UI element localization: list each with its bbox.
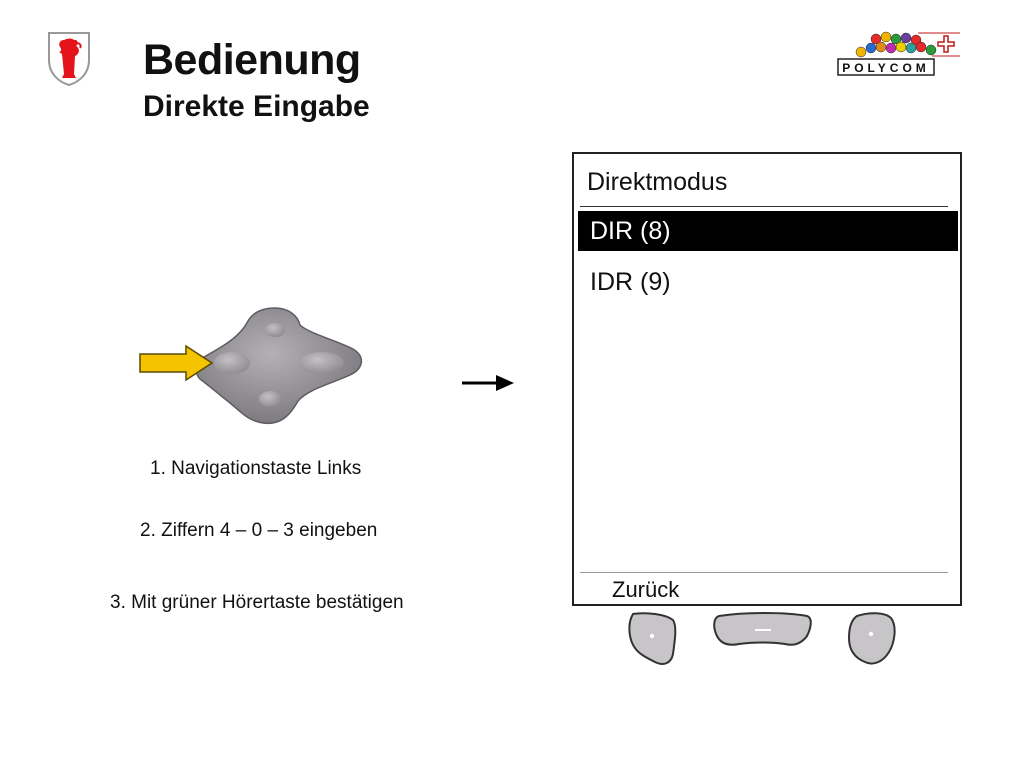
slide-title: Bedienung (143, 36, 361, 84)
middle-softkey-button[interactable] (714, 613, 811, 645)
phone-softkeys (625, 610, 900, 670)
left-softkey-button[interactable] (629, 613, 675, 664)
right-softkey-button[interactable] (849, 613, 895, 663)
slide-subtitle: Direkte Eingabe (143, 90, 370, 123)
menu-item-idr[interactable]: IDR (9) (590, 268, 671, 296)
right-arrow-icon (462, 373, 514, 393)
nav-down-button (259, 391, 281, 407)
screen-title: Direktmodus (587, 168, 728, 196)
navigation-key-illustration (138, 305, 363, 427)
nav-right-button (300, 352, 344, 374)
nav-up-button (265, 323, 285, 337)
polycom-logo (836, 30, 960, 80)
instruction-step-1: 1. Navigationstaste Links (150, 458, 362, 479)
phone-display (572, 152, 962, 606)
softkey-zurueck-label[interactable]: Zurück (612, 577, 680, 602)
polycom-logo-text: POLYCOM (842, 61, 930, 75)
basel-crest-logo (46, 30, 92, 86)
nav-left-button (214, 352, 250, 374)
softkey-divider (580, 572, 948, 573)
menu-item-dir[interactable]: DIR (8) (578, 211, 958, 251)
instruction-step-2: 2. Ziffern 4 – 0 – 3 eingeben (140, 520, 378, 541)
title-divider (580, 206, 948, 207)
instruction-step-3: 3. Mit grüner Hörertaste bestätigen (110, 592, 404, 613)
